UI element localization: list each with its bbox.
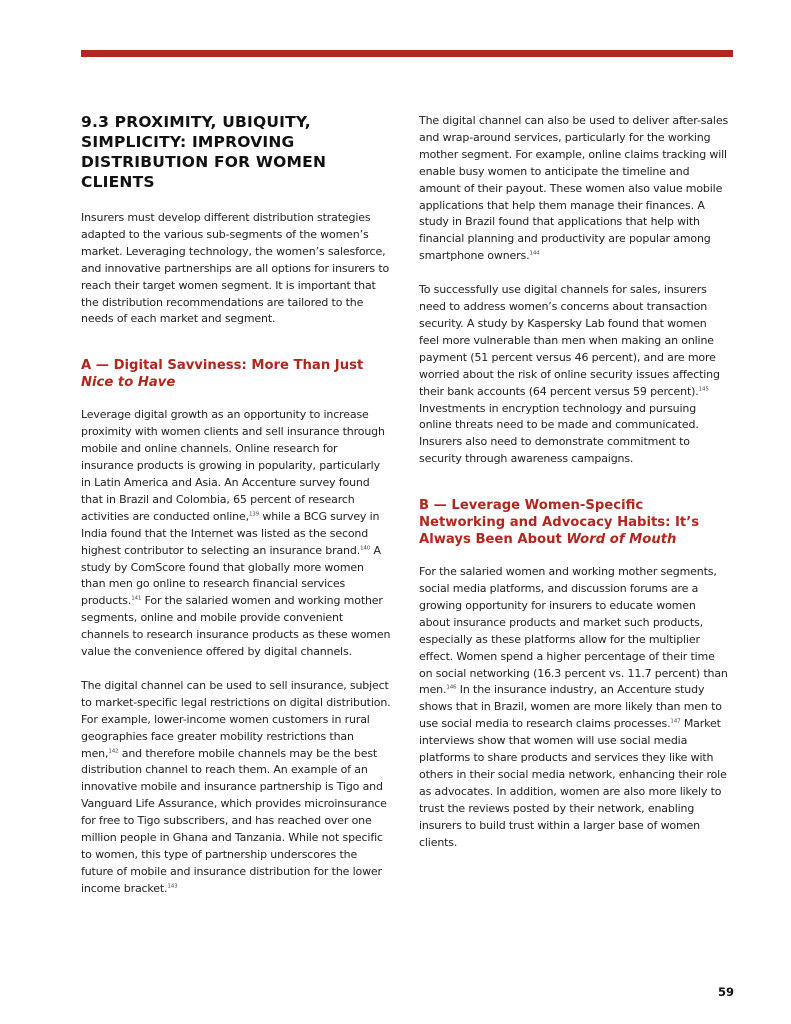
footnote-ref: 146 — [446, 684, 457, 691]
subsection-a-heading — [81, 357, 391, 391]
right-paragraph-1 — [419, 113, 729, 265]
footnote-ref: 141 — [131, 595, 142, 602]
subsection-b-heading — [419, 497, 729, 548]
subsection-b-paragraph-1 — [419, 564, 729, 851]
text-run: For the salaried women and working mother segments, social media platforms, and discussion forums are a growing opportunity for insurers to educate women about insurance products and market such products, especially as these platforms allow for the multiplier effect. Women spend a higher percentage of their time on social networking (16.3 percent vs. 11.7 percent) than men. — [419, 565, 728, 697]
footnote-ref: 144 — [529, 250, 540, 257]
text-run: while a BCG survey in India found that the Internet was listed as the second highest contributor to selecting an insurance brand. — [81, 509, 380, 557]
section-title: 9.3 PROXIMITY, UBIQUITY, SIMPLICITY: IMPROVING DISTRIBUTION FOR WOMEN CLIENTS — [81, 113, 327, 191]
subsection-a-paragraph-1 — [81, 407, 391, 661]
text-run: To successfully use digital channels for sales, insurers need to address women’s concerns about transaction security. A study by Kaspersky Lab found that women feel more vulnerable than men when making an online payment (51 percent versus 46 percent), and are more worried about the risk of online security issues affecting their bank accounts (64 percent versus 59 percent). — [419, 283, 720, 398]
text-run: Investments in encryption technology and pursuing online threats need to be made and communicated. Insurers also need to demonstrate commitment to security through awareness campaigns. — [419, 401, 699, 466]
text-run: Leverage digital growth as an opportunity to increase proximity with women clients and sell insurance through mobile and online channels. Online research for insurance products is growing in popularity, particularly in Latin America and Asia. An Accenture survey found that in Brazil and Colombia, 65 percent of research activities are conducted online, — [81, 408, 385, 523]
text-run: The digital channel can be used to sell insurance, subject to market-specific legal restrictions on digital distribution. For example, lower-income women customers in rural geographies face greater mobility restrictions than men, — [81, 678, 391, 760]
text-run: In the insurance industry, an Accenture study shows that in Brazil, women are more likely than men to use social media to research claims processes. — [419, 683, 722, 731]
text-run: The digital channel can also be used to deliver after-sales and wrap-around services, particularly for the working mother segment. For example, online claims tracking will enable busy women to anticipate the timeline and amount of their payout. These women also value mobile applications that help them manage their finances. A study in Brazil found that applications that help with financial planning and productivity are popular among smartphone owners. — [419, 114, 729, 263]
text-run: Market interviews show that women will use social media platforms to share products and services they like with others in their social media network, enhancing their role as advocates. In addition, women are also more likely to trust the reviews posted by their network, enabling insurers to build trust within a larger base of women clients. — [419, 717, 727, 849]
right-paragraph-2 — [419, 282, 729, 468]
right-column — [419, 113, 729, 869]
footnote-ref: 143 — [167, 883, 178, 890]
intro-paragraph: Insurers must develop different distribution strategies adapted to the various sub-segments of the women’s market. Leveraging technology, the women’s salesforce, and innovative partnerships are all options for insurers to reach their target women segment. It is important that the distribution recommendations are tailored to the needs of each market and segment. — [81, 211, 390, 326]
footnote-ref: 147 — [670, 718, 681, 725]
subsection-a-paragraph-2 — [81, 678, 391, 898]
left-column — [81, 112, 391, 915]
text-run: A study by ComScore found that globally more women than men go online to research financial services products. — [81, 543, 381, 608]
subsection-a-heading-italic: Nice to Have — [81, 375, 176, 391]
footnote-ref: 140 — [360, 544, 371, 551]
subsection-b-heading-italic: Word of Mouth — [566, 532, 677, 548]
footnote-ref: 145 — [698, 385, 709, 392]
text-run: For the salaried women and working mother segments, online and mobile provide convenient channels to research insurance products as these women value the convenience offered by digital channels. — [81, 594, 391, 659]
footnote-ref: 142 — [108, 747, 119, 754]
subsection-b-heading-main: B — Leverage Women-Specific Networking and Advocacy Habits: It’s Always Been About — [419, 498, 700, 548]
text-run: and therefore mobile channels may be the best distribution channel to reach them. An example of an innovative mobile and insurance partnership is Tigo and Vanguard Life Assurance, which provides microinsurance for free to Tigo subscribers, and has reached over one million people in Ghana and Tanzania. While not specific to women, this type of partnership underscores the future of mobile and insurance distribution for the lower income bracket. — [81, 746, 387, 895]
page-number: 59 — [717, 985, 734, 999]
header-rule — [81, 50, 733, 57]
footnote-ref: 139 — [248, 511, 259, 518]
subsection-a-heading-main: A — Digital Savviness: More Than Just — [81, 358, 364, 374]
